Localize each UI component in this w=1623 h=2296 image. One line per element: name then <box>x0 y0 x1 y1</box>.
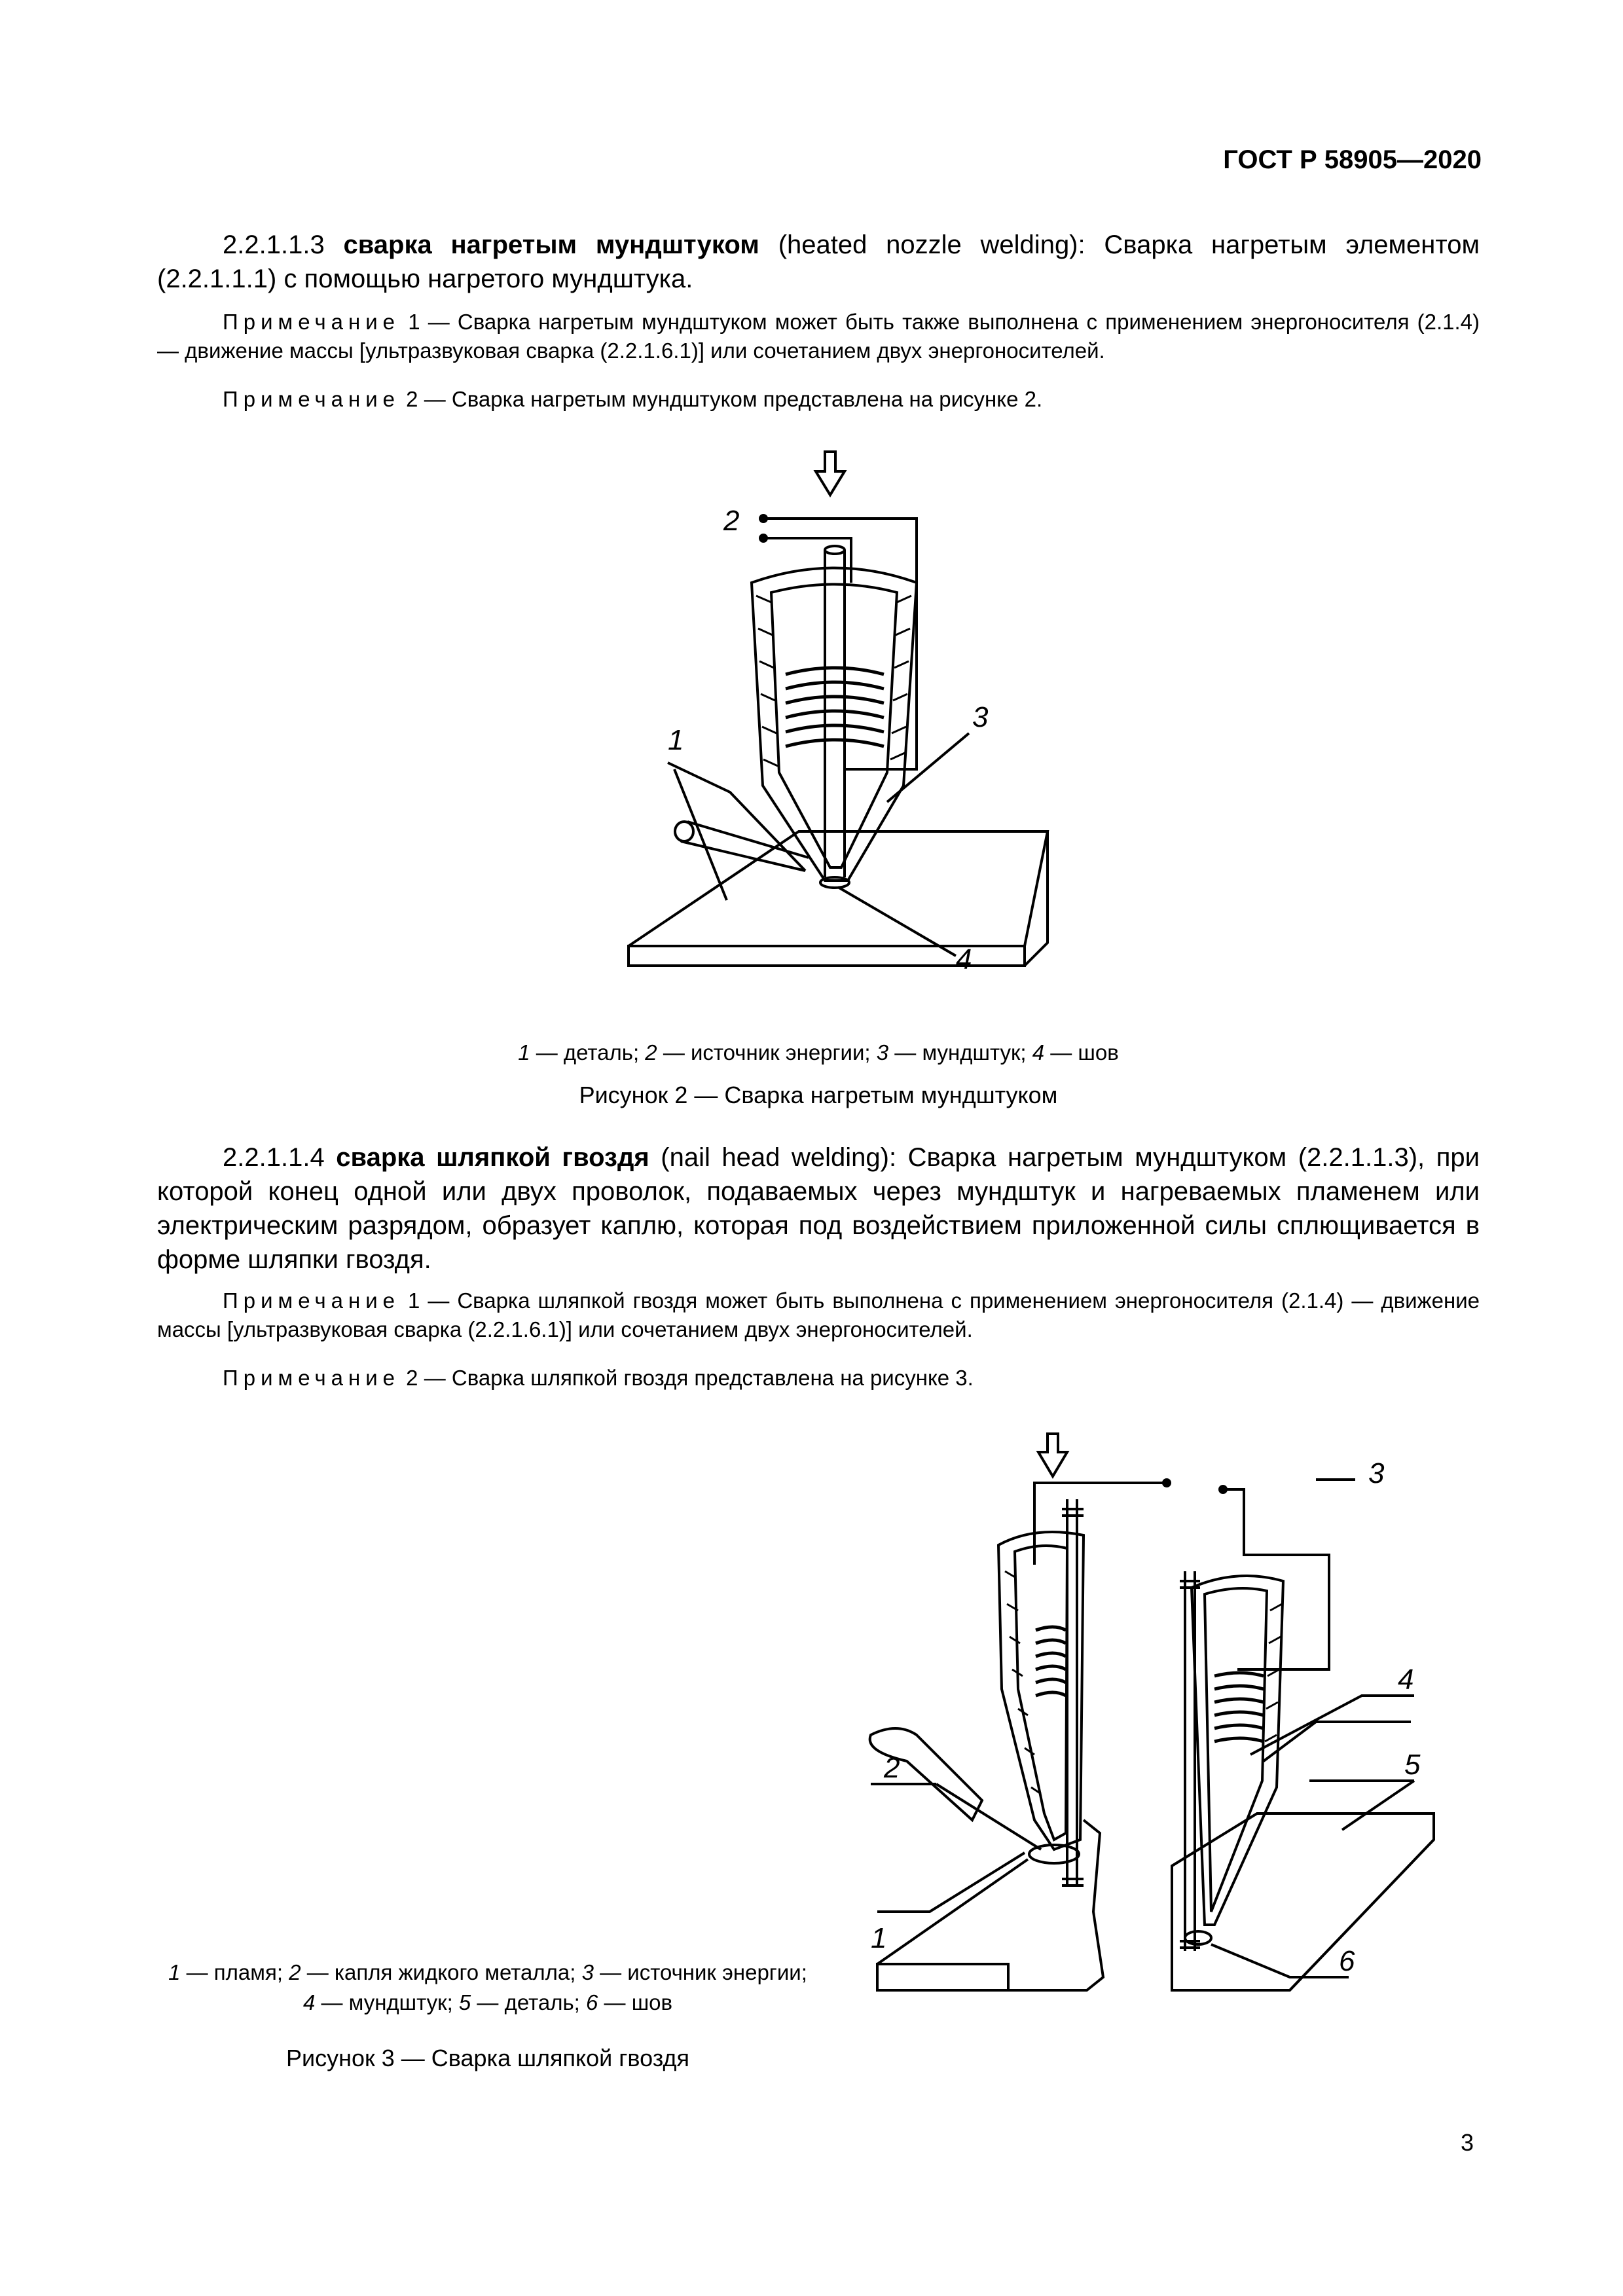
term-number: 2.2.1.1.3 <box>223 230 325 259</box>
callout-2: 2 <box>723 505 740 537</box>
figure-3-legend <box>151 1958 825 2018</box>
legend-text: — источник энергии; <box>657 1040 877 1065</box>
note-1-nail-head <box>157 1286 1480 1344</box>
legend-text: — источник энергии; <box>593 1960 807 1984</box>
note-1-heated-nozzle <box>157 308 1480 365</box>
legend-number: 3 <box>581 1960 594 1984</box>
legend-text: — деталь; <box>530 1040 646 1065</box>
legend-number: 3 <box>876 1040 889 1065</box>
legend-number: 6 <box>586 1990 598 2014</box>
legend-number: 4 <box>1032 1040 1045 1065</box>
note-text: 1 — Сварка шляпкой гвоздя может быть выполнена с применением энергоносителя (2.1.4) — движение массы [ультразвуковая сварка (2.2.1.6.1)] или сочетанием двух энергоносителей. <box>157 1288 1480 1341</box>
term-title: сварка нагретым мундштуком <box>343 230 759 259</box>
term-definition: : Сварка нагретым элементом (2.2.1.1.1) с помощью нагретого мундштука. <box>157 230 1480 293</box>
callout-5: 5 <box>1404 1749 1421 1781</box>
figure-3-title: Рисунок 3 — Сварка шляпкой гвоздя <box>286 2045 689 2071</box>
callout-3: 3 <box>1368 1457 1385 1489</box>
term-english: (nail head welding) <box>661 1143 889 1172</box>
note-text: 2 — Сварка нагретым мундштуком представлена на рисунке 2. <box>400 387 1043 411</box>
legend-number: 1 <box>168 1960 181 1984</box>
term-title: сварка шляпкой гвоздя <box>336 1143 649 1172</box>
legend-number: 2 <box>289 1960 301 1984</box>
note-label: Примечание <box>223 310 401 334</box>
legend-number: 5 <box>458 1990 471 2014</box>
callout-1: 1 <box>871 1922 887 1954</box>
term-paragraph-2-2-1-1-4 <box>157 1140 1480 1277</box>
note-text: 1 — Сварка нагретым мундштуком может быть также выполнена с применением энергоносителя (2.1.4) — движение массы [ультразвуковая сварка (2.2.1.6.1)] или сочетанием двух энергоносителей. <box>157 310 1480 363</box>
term-english: (heated nozzle welding) <box>778 230 1078 259</box>
note-label: Примечание <box>223 1288 401 1313</box>
note-text: 2 — Сварка шляпкой гвоздя представлена на рисунке 3. <box>400 1366 974 1390</box>
callout-4: 4 <box>1398 1664 1414 1696</box>
figure-2-heated-nozzle-diagram <box>589 445 1080 1021</box>
callout-3: 3 <box>972 701 989 733</box>
figure-2-title: Рисунок 2 — Сварка нагретым мундштуком <box>579 1082 1058 1108</box>
callout-1: 1 <box>668 724 684 756</box>
term-definition: : Сварка нагретым мундштуком (2.2.1.1.3), при которой конец одной или двух проволок, подаваемых через мундштук и нагреваемых пламенем или электрическим разрядом, образует каплю, которая под воздействием приложенной силы сплющивается в форме шляпки гвоздя. <box>157 1143 1480 1274</box>
callout-2: 2 <box>884 1752 900 1784</box>
callout-6: 6 <box>1339 1945 1355 1977</box>
legend-number: 1 <box>518 1040 530 1065</box>
legend-text: — мундштук; <box>315 1990 459 2014</box>
legend-number: 2 <box>645 1040 657 1065</box>
standard-designation: ГОСТ Р 58905—2020 <box>1223 145 1482 174</box>
figure-2-legend <box>157 1038 1480 1068</box>
note-label: Примечание <box>223 387 401 411</box>
legend-text: — шов <box>598 1990 673 2014</box>
legend-text: — пламя; <box>180 1960 289 1984</box>
term-number: 2.2.1.1.4 <box>223 1143 325 1172</box>
legend-text: — капля жидкого металла; <box>301 1960 582 1984</box>
legend-number: 4 <box>302 1990 316 2014</box>
note-2-heated-nozzle <box>157 385 1480 414</box>
note-label: Примечание <box>223 1366 401 1390</box>
term-paragraph-2-2-1-1-3 <box>157 228 1480 296</box>
callout-4: 4 <box>956 943 972 975</box>
legend-text: — мундштук; <box>888 1040 1032 1065</box>
figure-3-nail-head-diagram <box>858 1414 1447 2003</box>
legend-text: — деталь; <box>471 1990 586 2014</box>
note-2-nail-head <box>157 1364 1480 1393</box>
legend-text: — шов <box>1044 1040 1119 1065</box>
page-number: 3 <box>1460 2129 1474 2156</box>
